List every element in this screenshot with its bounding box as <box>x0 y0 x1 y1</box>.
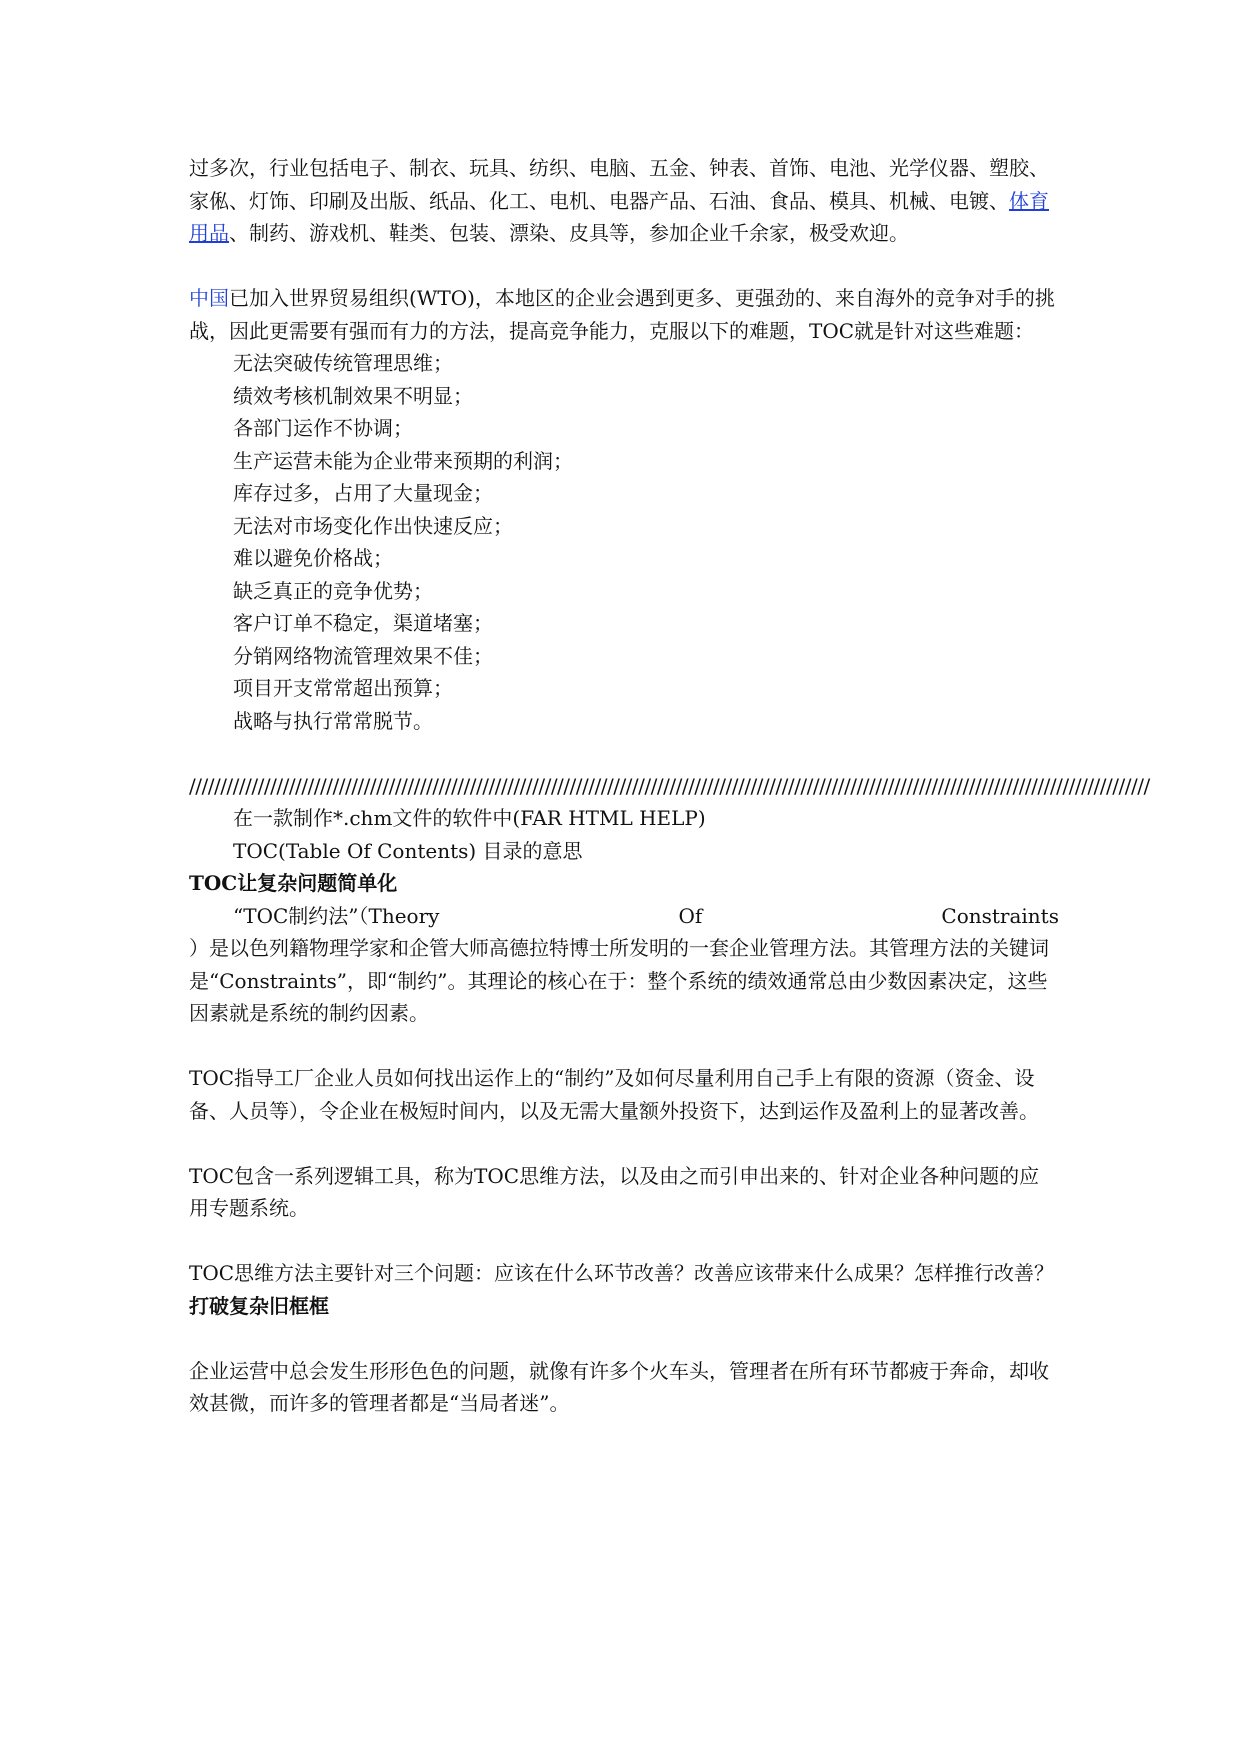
slash-separator: ////////////////////////////////////////////////////////////////////////////////////////////////////////////////////////////////////////////////////////// <box>189 773 1150 798</box>
intro-paragraph <box>189 152 1059 250</box>
china-link[interactable]: 中国 <box>189 286 229 310</box>
spacer <box>189 250 1059 283</box>
definition-part-3: Constraints <box>941 903 1059 928</box>
problem-item: 绩效考核机制效果不明显； <box>233 383 473 408</box>
definition-first-line <box>189 900 1059 933</box>
problem-item: 无法突破传统管理思维； <box>233 351 453 375</box>
problem-item: 客户订单不稳定，渠道堵塞； <box>233 611 493 635</box>
intro-text-after: 、制药、游戏机、鞋类、包装、漂染、皮具等，参加企业千余家，极受欢迎。 <box>229 221 909 245</box>
sports-goods-link[interactable]: 体育用品 <box>189 188 1049 245</box>
section-heading-break-frame: 打破复杂旧框框 <box>189 1293 329 1318</box>
definition-part-1: “TOC制约法”（Theory <box>233 903 440 928</box>
wto-paragraph <box>189 282 1059 347</box>
definition-part-2: Of <box>678 903 703 928</box>
wto-text: 已加入世界贸易组织(WTO)，本地区的企业会遇到更多、更强劲的、来自海外的竞争对手的挑战，因此更需要有强而有力的方法，提高竞争能力，克服以下的难题，TOC就是针对这些难题： <box>189 286 1055 343</box>
toc-tools-paragraph: TOC包含一系列逻辑工具，称为TOC思维方法，以及由之而引申出来的、针对企业各种问题的应用专题系统。 <box>189 1163 1040 1220</box>
spacer <box>189 1322 1059 1355</box>
spacer <box>189 1127 1059 1160</box>
intro-text-before: 过多次，行业包括电子、制衣、玩具、纺织、电脑、五金、钟表、首饰、电池、光学仪器、塑胶、家俬、灯饰、印刷及出版、纸品、化工、电机、电器产品、石油、食品、模具、机械、电镀、 <box>189 156 1049 213</box>
spacer <box>189 1225 1059 1258</box>
problem-item: 战略与执行常常脱节。 <box>233 708 433 733</box>
problem-item: 分销网络物流管理效果不佳； <box>233 643 493 668</box>
problem-item: 缺乏真正的竞争优势； <box>233 578 433 603</box>
spacer <box>189 737 1059 770</box>
operations-paragraph: 企业运营中总会发生形形色色的问题，就像有许多个火车头，管理者在所有环节都疲于奔命，却收效甚微，而许多的管理者都是“当局者迷”。 <box>189 1358 1049 1415</box>
problem-item: 各部门运作不协调； <box>233 416 413 440</box>
toc-guidance-paragraph: TOC指导工厂企业人员如何找出运作上的“制约”及如何尽量利用自己手上有限的资源（资金、设备、人员等），令企业在极短时间内，以及无需大量额外投资下，达到运作及盈利上的显著改善。 <box>189 1066 1039 1123</box>
toc-questions-paragraph: TOC思维方法主要针对三个问题：应该在什么环节改善？改善应该带来什么成果？怎样推行改善？ <box>189 1261 1055 1285</box>
definition-paragraph: ）是以色列籍物理学家和企管大师高德拉特博士所发明的一套企业管理方法。其管理方法的关键词是“Constraints”，即“制约”。其理论的核心在于：整个系统的绩效通常总由少数因素决定，这些因素就是系统的制约因素。 <box>189 936 1049 1025</box>
chm-line-2: TOC(Table Of Contents) 目录的意思 <box>233 838 583 863</box>
problem-item: 生产运营未能为企业带来预期的利润； <box>233 448 573 473</box>
problem-item: 无法对市场变化作出快速反应； <box>233 513 513 538</box>
section-heading-simplify: TOC让复杂问题简单化 <box>189 871 398 895</box>
spacer <box>189 1030 1059 1063</box>
problem-item: 项目开支常常超出预算； <box>233 676 453 700</box>
problem-item: 难以避免价格战； <box>233 546 393 570</box>
problem-list <box>189 347 1059 737</box>
document-page <box>189 152 1150 1420</box>
chm-line-1: 在一款制作*.chm文件的软件中(FAR HTML HELP) <box>233 806 706 830</box>
problem-item: 库存过多，占用了大量现金； <box>233 481 493 505</box>
